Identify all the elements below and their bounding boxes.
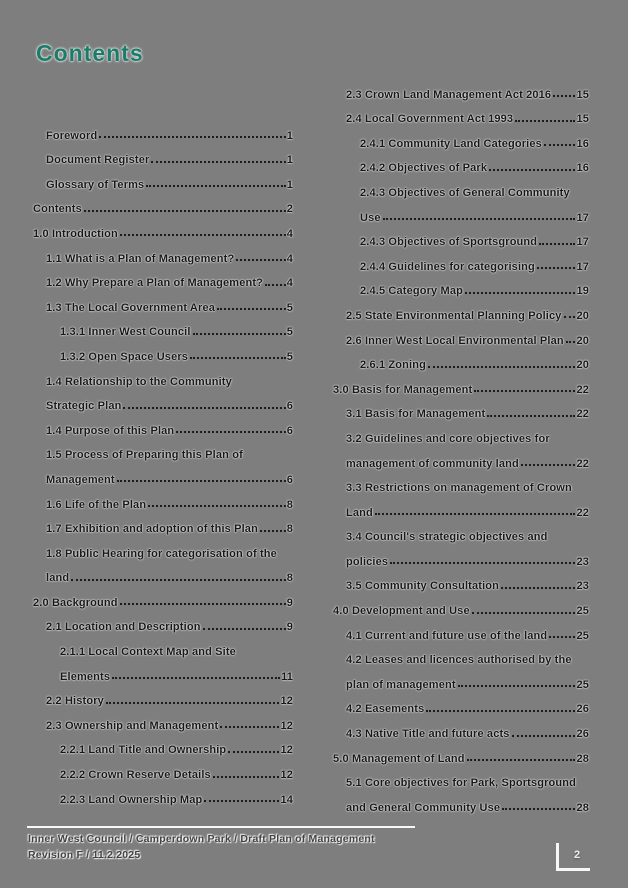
toc-entry-label: 2.1.1 Local Context Map and Site [60, 646, 236, 659]
toc-entry-label: 2.6.1 Zoning [360, 359, 426, 372]
toc-entry[interactable] [33, 289, 293, 314]
toc-page-number: 26 [576, 703, 589, 716]
toc-entry-label: 3.3 Restrictions on management of Crown [346, 482, 572, 495]
toc-entry-label: 1.3 The Local Government Area [46, 301, 215, 314]
toc-page-number: 14 [280, 793, 293, 806]
toc-page-number: 20 [576, 359, 589, 372]
toc-entry-label: 5.1 Core objectives for Park, Sportsground [346, 777, 577, 790]
toc-entry-label: 4.2 Easements [346, 703, 425, 716]
toc-page-number: 4 [286, 227, 293, 240]
toc-entry[interactable] [33, 265, 293, 290]
toc-entry[interactable] [33, 166, 293, 191]
toc-page-number: 22 [576, 506, 589, 519]
toc-entry-label: Strategic Plan [46, 400, 122, 413]
toc-page-number: 1 [286, 129, 293, 142]
toc-entry-label: 2.2.2 Crown Reserve Details [60, 769, 211, 782]
toc-dot-leader [117, 480, 286, 482]
toc-dot-leader [553, 95, 575, 97]
toc-page-number: 12 [280, 744, 293, 757]
toc-entry-label: 1.8 Public Hearing for categorisation of the [46, 547, 277, 560]
toc-dot-leader [465, 292, 575, 294]
toc-column-right [333, 76, 589, 814]
footer-doc-title: Inner West Council / Camperdown Park / Draft Plan of Management [28, 833, 375, 845]
toc-entry-label: 1.6 Life of the Plan [46, 498, 147, 511]
toc-page-number: 8 [286, 523, 293, 536]
toc-entry-label: 1.2 Why Prepare a Plan of Management? [46, 277, 264, 290]
toc-entry[interactable] [33, 756, 293, 781]
page-number-badge: 2 [574, 849, 581, 861]
toc-entry[interactable] [33, 535, 293, 584]
toc-dot-leader [564, 316, 576, 318]
toc-dot-leader [148, 505, 286, 507]
toc-entry-label: 4.3 Native Title and future acts [346, 728, 510, 741]
toc-dot-leader [146, 185, 285, 187]
toc-dot-leader [489, 169, 575, 171]
toc-page-number: 8 [286, 498, 293, 511]
toc-entry-label: 3.5 Community Consultation [346, 580, 500, 593]
toc-column-left [33, 117, 293, 806]
toc-entry-label: 2.4.5 Category Map [360, 285, 463, 298]
toc-entry-label: 1.7 Exhibition and adoption of this Plan [46, 523, 258, 536]
toc-entry-label: 2.4.3 Objectives of Sportsground [360, 236, 538, 249]
toc-entry-label: 2.3 Ownership and Management [46, 719, 219, 732]
toc-page-number: 6 [286, 424, 293, 437]
toc-entry[interactable] [33, 240, 293, 265]
toc-dot-leader [539, 243, 575, 245]
page-title: Contents [36, 40, 144, 66]
toc-entry-label: 1.4 Purpose of this Plan [46, 424, 175, 437]
toc-page-number: 4 [286, 277, 293, 290]
toc-dot-leader [383, 218, 576, 220]
toc-entry[interactable] [33, 142, 293, 167]
toc-dot-leader [512, 735, 576, 737]
footer-revision: Revision F / 11.2.2025 [28, 849, 141, 861]
toc-entry-label: 2.4.2 Objectives of Park [360, 162, 488, 175]
toc-dot-leader [390, 562, 575, 564]
toc-dot-leader [120, 603, 286, 605]
toc-page-number: 6 [286, 400, 293, 413]
toc-dot-leader [549, 636, 575, 638]
toc-page-number: 26 [576, 728, 589, 741]
toc-page-number: 19 [576, 285, 589, 298]
toc-page-number: 25 [576, 605, 589, 618]
toc-entry-label: 2.0 Background [33, 596, 118, 609]
toc-entry-label: land [46, 572, 70, 585]
toc-entry-label: 3.1 Basis for Management [346, 408, 486, 421]
toc-entry[interactable] [333, 101, 589, 126]
toc-dot-leader [236, 259, 285, 261]
toc-entry[interactable] [33, 511, 293, 536]
toc-entry[interactable] [333, 740, 589, 765]
toc-entry[interactable] [333, 396, 589, 421]
toc-entry[interactable] [333, 642, 589, 691]
toc-entry-label: Use [360, 211, 381, 224]
toc-dot-leader [260, 530, 286, 532]
toc-page-number: 17 [576, 236, 589, 249]
toc-dot-leader [537, 267, 576, 269]
toc-dot-leader [151, 161, 285, 163]
toc-dot-leader [120, 234, 286, 236]
toc-page-number: 23 [576, 580, 589, 593]
toc-dot-leader [474, 390, 575, 392]
toc-entry-label: 2.2.1 Land Title and Ownership [60, 744, 227, 757]
toc-dot-leader [204, 800, 279, 802]
toc-dot-leader [544, 144, 576, 146]
toc-entry[interactable] [333, 322, 589, 347]
toc-entry[interactable] [333, 592, 589, 617]
toc-entry[interactable] [33, 314, 293, 339]
toc-entry-label: 1.4 Relationship to the Community [46, 375, 232, 388]
toc-entry[interactable] [333, 224, 589, 249]
toc-entry[interactable] [333, 297, 589, 322]
toc-dot-leader [84, 210, 286, 212]
toc-entry[interactable] [333, 125, 589, 150]
toc-page-number: 16 [576, 162, 589, 175]
toc-dot-leader [213, 776, 280, 778]
toc-entry[interactable] [333, 174, 589, 223]
toc-page-number: 12 [280, 719, 293, 732]
toc-entry[interactable] [333, 273, 589, 298]
toc-entry[interactable] [33, 609, 293, 634]
toc-dot-leader [487, 415, 575, 417]
toc-entry[interactable] [33, 732, 293, 757]
toc-dot-leader [521, 464, 576, 466]
toc-entry[interactable] [333, 519, 589, 568]
toc-dot-leader [472, 612, 576, 614]
toc-dot-leader [106, 702, 280, 704]
toc-entry-label: Elements [60, 670, 111, 683]
toc-dot-leader [71, 579, 286, 581]
toc-entry-label: 4.2 Leases and licences authorised by the [346, 654, 572, 667]
toc-entry-label: 2.5 State Environmental Planning Policy [346, 309, 562, 322]
toc-entry-label: 3.2 Guidelines and core objectives for [346, 432, 550, 445]
toc-entry-label: 2.4.1 Community Land Categories [360, 137, 542, 150]
toc-dot-leader [426, 710, 575, 712]
toc-page-number: 12 [280, 769, 293, 782]
footer-divider [27, 826, 415, 828]
toc-entry[interactable] [33, 338, 293, 363]
toc-page-number: 6 [286, 473, 293, 486]
toc-entry-label: 2.4 Local Government Act 1993 [346, 113, 514, 126]
toc-page-number: 20 [576, 334, 589, 347]
toc-dot-leader [112, 677, 280, 679]
toc-entry[interactable] [33, 633, 293, 682]
toc-page-number: 20 [576, 309, 589, 322]
toc-dot-leader [502, 808, 575, 810]
toc-entry[interactable] [33, 486, 293, 511]
toc-entry-label: 3.4 Council's strategic objectives and [346, 531, 548, 544]
toc-entry[interactable] [33, 781, 293, 806]
toc-entry[interactable] [33, 437, 293, 486]
toc-dot-leader [501, 587, 575, 589]
toc-dot-leader [123, 407, 285, 409]
toc-entry-label: 5.0 Management of Land [333, 752, 465, 765]
toc-dot-leader [515, 120, 575, 122]
toc-dot-leader [375, 513, 576, 515]
toc-page-number: 5 [286, 301, 293, 314]
toc-page-number: 15 [576, 113, 589, 126]
toc-page-number: 12 [280, 695, 293, 708]
toc-entry[interactable] [333, 617, 589, 642]
toc-page-number: 16 [576, 137, 589, 150]
toc-entry-label: plan of management [346, 678, 456, 691]
toc-page-number: 25 [576, 678, 589, 691]
toc-entry[interactable] [333, 150, 589, 175]
toc-dot-leader [566, 341, 576, 343]
page-footer [28, 831, 448, 863]
toc-entry-label: Management [46, 473, 115, 486]
toc-entry-label: Contents [33, 203, 82, 216]
toc-entry[interactable] [33, 412, 293, 437]
toc-entry-label: Document Register [46, 154, 150, 167]
toc-entry-label: policies [346, 555, 389, 568]
toc-page-number: 28 [576, 752, 589, 765]
toc-page-number: 5 [286, 326, 293, 339]
toc-entry-label: 1.0 Introduction [33, 227, 118, 240]
page-corner-bracket [556, 843, 590, 871]
toc-entry-label: 1.3.1 Inner West Council [60, 326, 191, 339]
toc-entry[interactable] [33, 191, 293, 216]
toc-entry-label: 2.4.4 Guidelines for categorising [360, 260, 535, 273]
toc-entry[interactable] [333, 420, 589, 469]
toc-page-number: 1 [286, 154, 293, 167]
toc-entry-label: 2.2.3 Land Ownership Map [60, 793, 203, 806]
toc-entry-label: and General Community Use [346, 801, 501, 814]
toc-entry[interactable] [33, 363, 293, 412]
toc-entry[interactable] [333, 765, 589, 814]
toc-entry-label: 1.1 What is a Plan of Management? [46, 252, 235, 265]
toc-entry-label: 4.0 Development and Use [333, 605, 470, 618]
toc-page-number: 15 [576, 88, 589, 101]
toc-entry-label: 1.5 Process of Preparing this Plan of [46, 449, 243, 462]
toc-dot-leader [203, 628, 286, 630]
toc-page-number: 25 [576, 629, 589, 642]
toc-entry-label: Foreword [46, 129, 98, 142]
toc-entry[interactable] [33, 117, 293, 142]
toc-page-number: 17 [576, 260, 589, 273]
toc-page-number: 5 [286, 350, 293, 363]
toc-page-number: 1 [286, 178, 293, 191]
toc-entry[interactable] [333, 691, 589, 716]
toc-page-number: 11 [281, 670, 293, 683]
toc-entry[interactable] [333, 76, 589, 101]
toc-entry[interactable] [33, 683, 293, 708]
toc-entry[interactable] [33, 215, 293, 240]
toc-dot-leader [99, 136, 285, 138]
toc-entry-label: 1.3.2 Open Space Users [60, 350, 189, 363]
toc-entry[interactable] [33, 584, 293, 609]
toc-dot-leader [190, 357, 286, 359]
toc-page-number: 4 [286, 252, 293, 265]
toc-page-number: 22 [576, 408, 589, 421]
toc-entry[interactable] [333, 371, 589, 396]
toc-entry-label: 2.1 Location and Description [46, 621, 201, 634]
toc-dot-leader [220, 726, 279, 728]
toc-entry[interactable] [333, 347, 589, 372]
toc-entry-label: 2.3 Crown Land Management Act 2016 [346, 88, 552, 101]
toc-entry-label: management of community land [346, 457, 519, 470]
toc-entry-label: 4.1 Current and future use of the land [346, 629, 548, 642]
toc-entry[interactable] [33, 707, 293, 732]
toc-entry-label: Land [346, 506, 373, 519]
toc-entry-label: 2.6 Inner West Local Environmental Plan [346, 334, 564, 347]
toc-page-number: 28 [576, 801, 589, 814]
toc-entry-label: 2.4.3 Objectives of General Community [360, 186, 570, 199]
toc-entry[interactable] [333, 248, 589, 273]
toc-page-number: 17 [576, 211, 589, 224]
toc-entry-label: 2.2 History [46, 695, 104, 708]
toc-entry[interactable] [333, 568, 589, 593]
toc-page-number: 22 [576, 383, 589, 396]
toc-dot-leader [458, 685, 576, 687]
toc-dot-leader [217, 308, 286, 310]
toc-entry-label: 3.0 Basis for Management [333, 383, 473, 396]
toc-entry-label: Glossary of Terms [46, 178, 145, 191]
toc-page-number: 9 [286, 621, 293, 634]
toc-entry[interactable] [333, 470, 589, 519]
toc-page-number: 22 [576, 457, 589, 470]
toc-page-number: 9 [286, 596, 293, 609]
toc-dot-leader [228, 751, 279, 753]
toc-dot-leader [193, 333, 286, 335]
toc-dot-leader [265, 284, 286, 286]
toc-page-number: 8 [286, 572, 293, 585]
toc-dot-leader [467, 759, 576, 761]
toc-entry[interactable] [333, 715, 589, 740]
toc-dot-leader [428, 366, 575, 368]
toc-page-number: 2 [286, 203, 293, 216]
toc-page-number: 23 [576, 555, 589, 568]
toc-dot-leader [176, 431, 285, 433]
